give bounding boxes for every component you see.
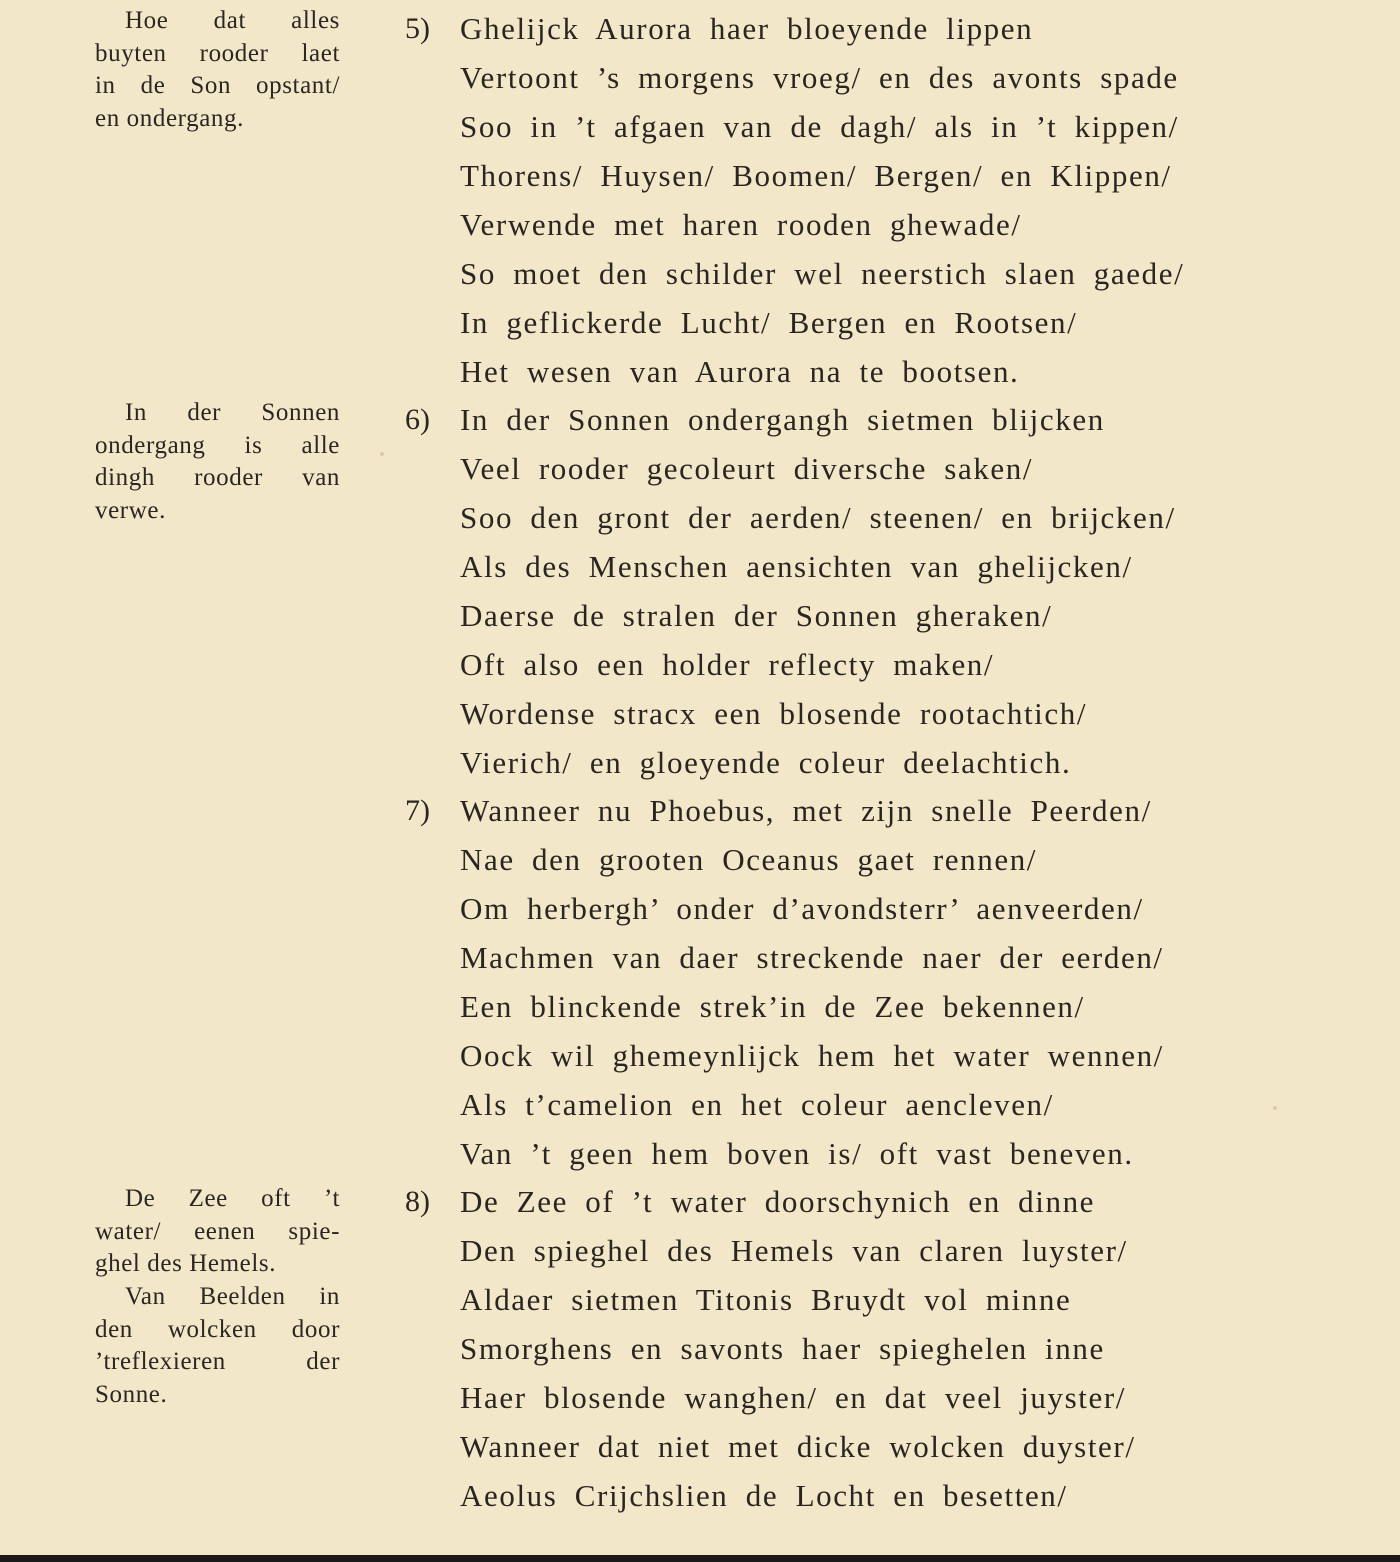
stanza-verse (460, 1177, 1270, 1520)
verse-line: Wanneer nu Phoebus, met zijn snelle Peerden/ (460, 793, 1152, 828)
verse-line: Aldaer sietmen Titonis Bruydt vol minne (460, 1282, 1072, 1317)
margin-note-line: Hoe dat alles (125, 7, 340, 34)
margin-note-line: Sonne. (95, 1381, 168, 1409)
stanza-verse (460, 395, 1270, 787)
margin-note-line: dingh rooder van (95, 464, 340, 492)
verse-line: Vierich/ en gloeyende coleur deelachtich. (460, 745, 1072, 780)
verse-line: Een blinckende strek’in de Zee bekennen/ (460, 989, 1085, 1024)
verse-line: Veel rooder gecoleurt diversche saken/ (460, 451, 1034, 486)
verse-line: Oft also een holder reflecty maken/ (460, 647, 995, 682)
verse-line: Oock wil ghemeynlijck hem het water wennen/ (460, 1038, 1164, 1073)
verse-line: In geflickerde Lucht/ Bergen en Rootsen/ (460, 305, 1078, 340)
margin-note-line: ghel des Hemels. (95, 1250, 277, 1278)
verse-line: Ghelijck Aurora haer bloeyende lippen (460, 11, 1034, 46)
verse-line: Nae den grooten Oceanus gaet rennen/ (460, 842, 1038, 877)
verse-line: Vertoont ’s morgens vroeg/ en des avonts spade (460, 60, 1179, 95)
verse-line: Als t’camelion en het coleur aencleven/ (460, 1087, 1054, 1122)
margin-note-line: en ondergang. (95, 105, 244, 133)
verse-line: Als des Menschen aensichten van ghelijcken/ (460, 549, 1133, 584)
verse-line: Verwende met haren rooden ghewade/ (460, 207, 1022, 242)
verse-line: Daerse de stralen der Sonnen gheraken/ (460, 598, 1053, 633)
verse-line: Soo in ’t afgaen van de dagh/ als in ’t kippen/ (460, 109, 1179, 144)
verse-line: Soo den gront der aerden/ steenen/ en brijcken/ (460, 500, 1176, 535)
verse-line: Wordense stracx een blosende rootachtich/ (460, 696, 1088, 731)
verse-line: Haer blosende wanghen/ en dat veel juyster/ (460, 1380, 1126, 1415)
stanza-verse (460, 786, 1270, 1178)
margin-note-line: ondergang is alle (95, 431, 340, 459)
verse-line: Van ’t geen hem boven is/ oft vast beneven. (460, 1136, 1134, 1171)
verse-line: Om herbergh’ onder d’avondsterr’ aenveerden/ (460, 891, 1144, 926)
stanza-number: 8) (405, 1185, 430, 1218)
stanza-verse (460, 4, 1270, 396)
stanza-number: 7) (405, 794, 430, 827)
margin-note-line: Van Beelden in (125, 1283, 340, 1311)
stanza-number: 5) (405, 12, 430, 45)
verse-line: Den spieghel des Hemels van claren luyster/ (460, 1233, 1128, 1268)
margin-note-line: den wolcken door (95, 1315, 340, 1343)
margin-note-sunset (95, 397, 340, 528)
paper-speck (1273, 1106, 1277, 1110)
margin-note-line: In der Sonnen (125, 399, 340, 426)
verse-line: In der Sonnen ondergangh sietmen blijcken (460, 402, 1105, 437)
margin-note-sunrise (95, 5, 340, 136)
verse-line: Het wesen van Aurora na te bootsen. (460, 354, 1020, 389)
verse-line: So moet den schilder wel neerstich slaen gaede/ (460, 256, 1185, 291)
margin-note-line: water/ eenen spie- (95, 1217, 340, 1245)
verse-line: Thorens/ Huysen/ Boomen/ Bergen/ en Klippen/ (460, 158, 1172, 193)
verse-line: De Zee of ’t water doorschynich en dinne (460, 1184, 1096, 1219)
margin-note-line: in de Son opstant/ (95, 72, 340, 100)
paper-speck (380, 452, 384, 456)
margin-note-line: buyten rooder laet (95, 39, 340, 67)
stanza-number: 6) (405, 403, 430, 436)
margin-note-line: ’treflexieren der (95, 1348, 340, 1376)
verse-line: Aeolus Crijchslien de Locht en besetten/ (460, 1478, 1068, 1513)
verse-line: Machmen van daer streckende naer der eerden/ (460, 940, 1164, 975)
margin-note-line: verwe. (95, 497, 166, 525)
margin-note-line: De Zee oft ’t (125, 1185, 340, 1212)
verse-line: Smorghens en savonts haer spieghelen inne (460, 1331, 1105, 1366)
page-bottom-edge (0, 1555, 1400, 1562)
verse-line: Wanneer dat niet met dicke wolcken duyster/ (460, 1429, 1136, 1464)
margin-note-sea (95, 1183, 340, 1412)
